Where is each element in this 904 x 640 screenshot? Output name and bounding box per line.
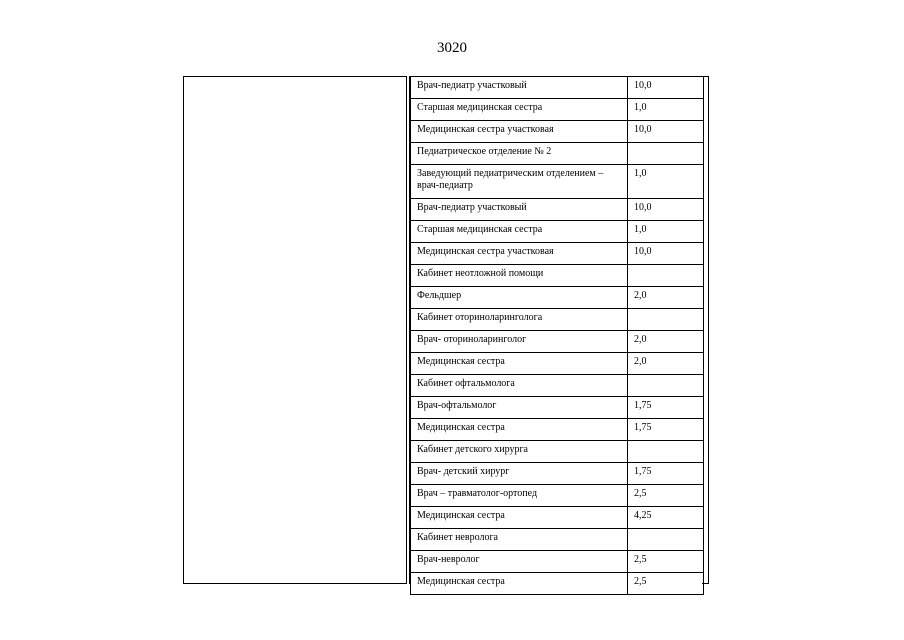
table-row (411, 551, 704, 573)
table-row (411, 419, 704, 441)
table-row (411, 199, 704, 221)
staff-count-cell: 10,0 (628, 77, 704, 99)
position-name-cell: Медицинская сестра (411, 507, 628, 529)
left-empty-column (183, 76, 407, 584)
staff-count-cell: 2,5 (628, 551, 704, 573)
staff-count-cell: 2,5 (628, 573, 704, 595)
table-row (411, 375, 704, 397)
table-row (411, 441, 704, 463)
staff-count-cell: 1,75 (628, 463, 704, 485)
position-name-cell: Кабинет детского хирурга (411, 441, 628, 463)
page-number: 3020 (437, 40, 467, 56)
staff-count-cell (628, 309, 704, 331)
table-row (411, 165, 704, 199)
staff-table-body (411, 77, 704, 595)
table-row (411, 485, 704, 507)
position-name-cell: Заведующий педиатрическим отделением – врач-педиатр (411, 165, 628, 199)
table-row (411, 463, 704, 485)
position-name-cell: Старшая медицинская сестра (411, 99, 628, 121)
staff-count-cell: 2,0 (628, 331, 704, 353)
position-name-cell: Медицинская сестра участковая (411, 121, 628, 143)
table-row (411, 529, 704, 551)
staff-count-cell: 1,0 (628, 165, 704, 199)
table-row (411, 121, 704, 143)
staff-count-cell (628, 375, 704, 397)
table-row (411, 77, 704, 99)
position-name-cell: Медицинская сестра (411, 419, 628, 441)
position-name-cell: Медицинская сестра (411, 573, 628, 595)
position-name-cell: Врач- оториноларинголог (411, 331, 628, 353)
position-name-cell: Врач-педиатр участковый (411, 77, 628, 99)
table-row (411, 243, 704, 265)
staff-count-cell (628, 143, 704, 165)
position-name-cell: Кабинет офтальмолога (411, 375, 628, 397)
position-name-cell: Кабинет невролога (411, 529, 628, 551)
staff-count-cell: 2,0 (628, 353, 704, 375)
table-row (411, 353, 704, 375)
table-row (411, 309, 704, 331)
position-name-cell: Медицинская сестра участковая (411, 243, 628, 265)
position-name-cell: Врач- детский хирург (411, 463, 628, 485)
staff-count-cell: 2,5 (628, 485, 704, 507)
table-row (411, 221, 704, 243)
staff-count-cell (628, 441, 704, 463)
position-name-cell: Врач – травматолог-ортопед (411, 485, 628, 507)
staff-count-cell: 1,75 (628, 419, 704, 441)
staff-count-cell (628, 265, 704, 287)
staff-count-cell: 1,75 (628, 397, 704, 419)
position-name-cell: Старшая медицинская сестра (411, 221, 628, 243)
position-name-cell: Фельдшер (411, 287, 628, 309)
position-name-cell: Врач-педиатр участковый (411, 199, 628, 221)
position-name-cell: Кабинет оториноларинголога (411, 309, 628, 331)
position-name-cell: Педиатрическое отделение № 2 (411, 143, 628, 165)
staff-count-cell: 1,0 (628, 99, 704, 121)
position-name-cell: Врач-офтальмолог (411, 397, 628, 419)
staff-count-cell: 4,25 (628, 507, 704, 529)
table-row (411, 397, 704, 419)
staff-count-cell (628, 529, 704, 551)
staff-table (410, 76, 704, 595)
position-name-cell: Кабинет неотложной помощи (411, 265, 628, 287)
table-row (411, 287, 704, 309)
staff-count-cell: 10,0 (628, 243, 704, 265)
staff-count-cell: 1,0 (628, 221, 704, 243)
table-row (411, 507, 704, 529)
staff-count-cell: 10,0 (628, 121, 704, 143)
table-row (411, 99, 704, 121)
staff-count-cell: 10,0 (628, 199, 704, 221)
table-row (411, 265, 704, 287)
table-row (411, 573, 704, 595)
staff-table-wrapper (410, 76, 703, 587)
position-name-cell: Медицинская сестра (411, 353, 628, 375)
staff-count-cell: 2,0 (628, 287, 704, 309)
table-row (411, 143, 704, 165)
position-name-cell: Врач-невролог (411, 551, 628, 573)
table-row (411, 331, 704, 353)
